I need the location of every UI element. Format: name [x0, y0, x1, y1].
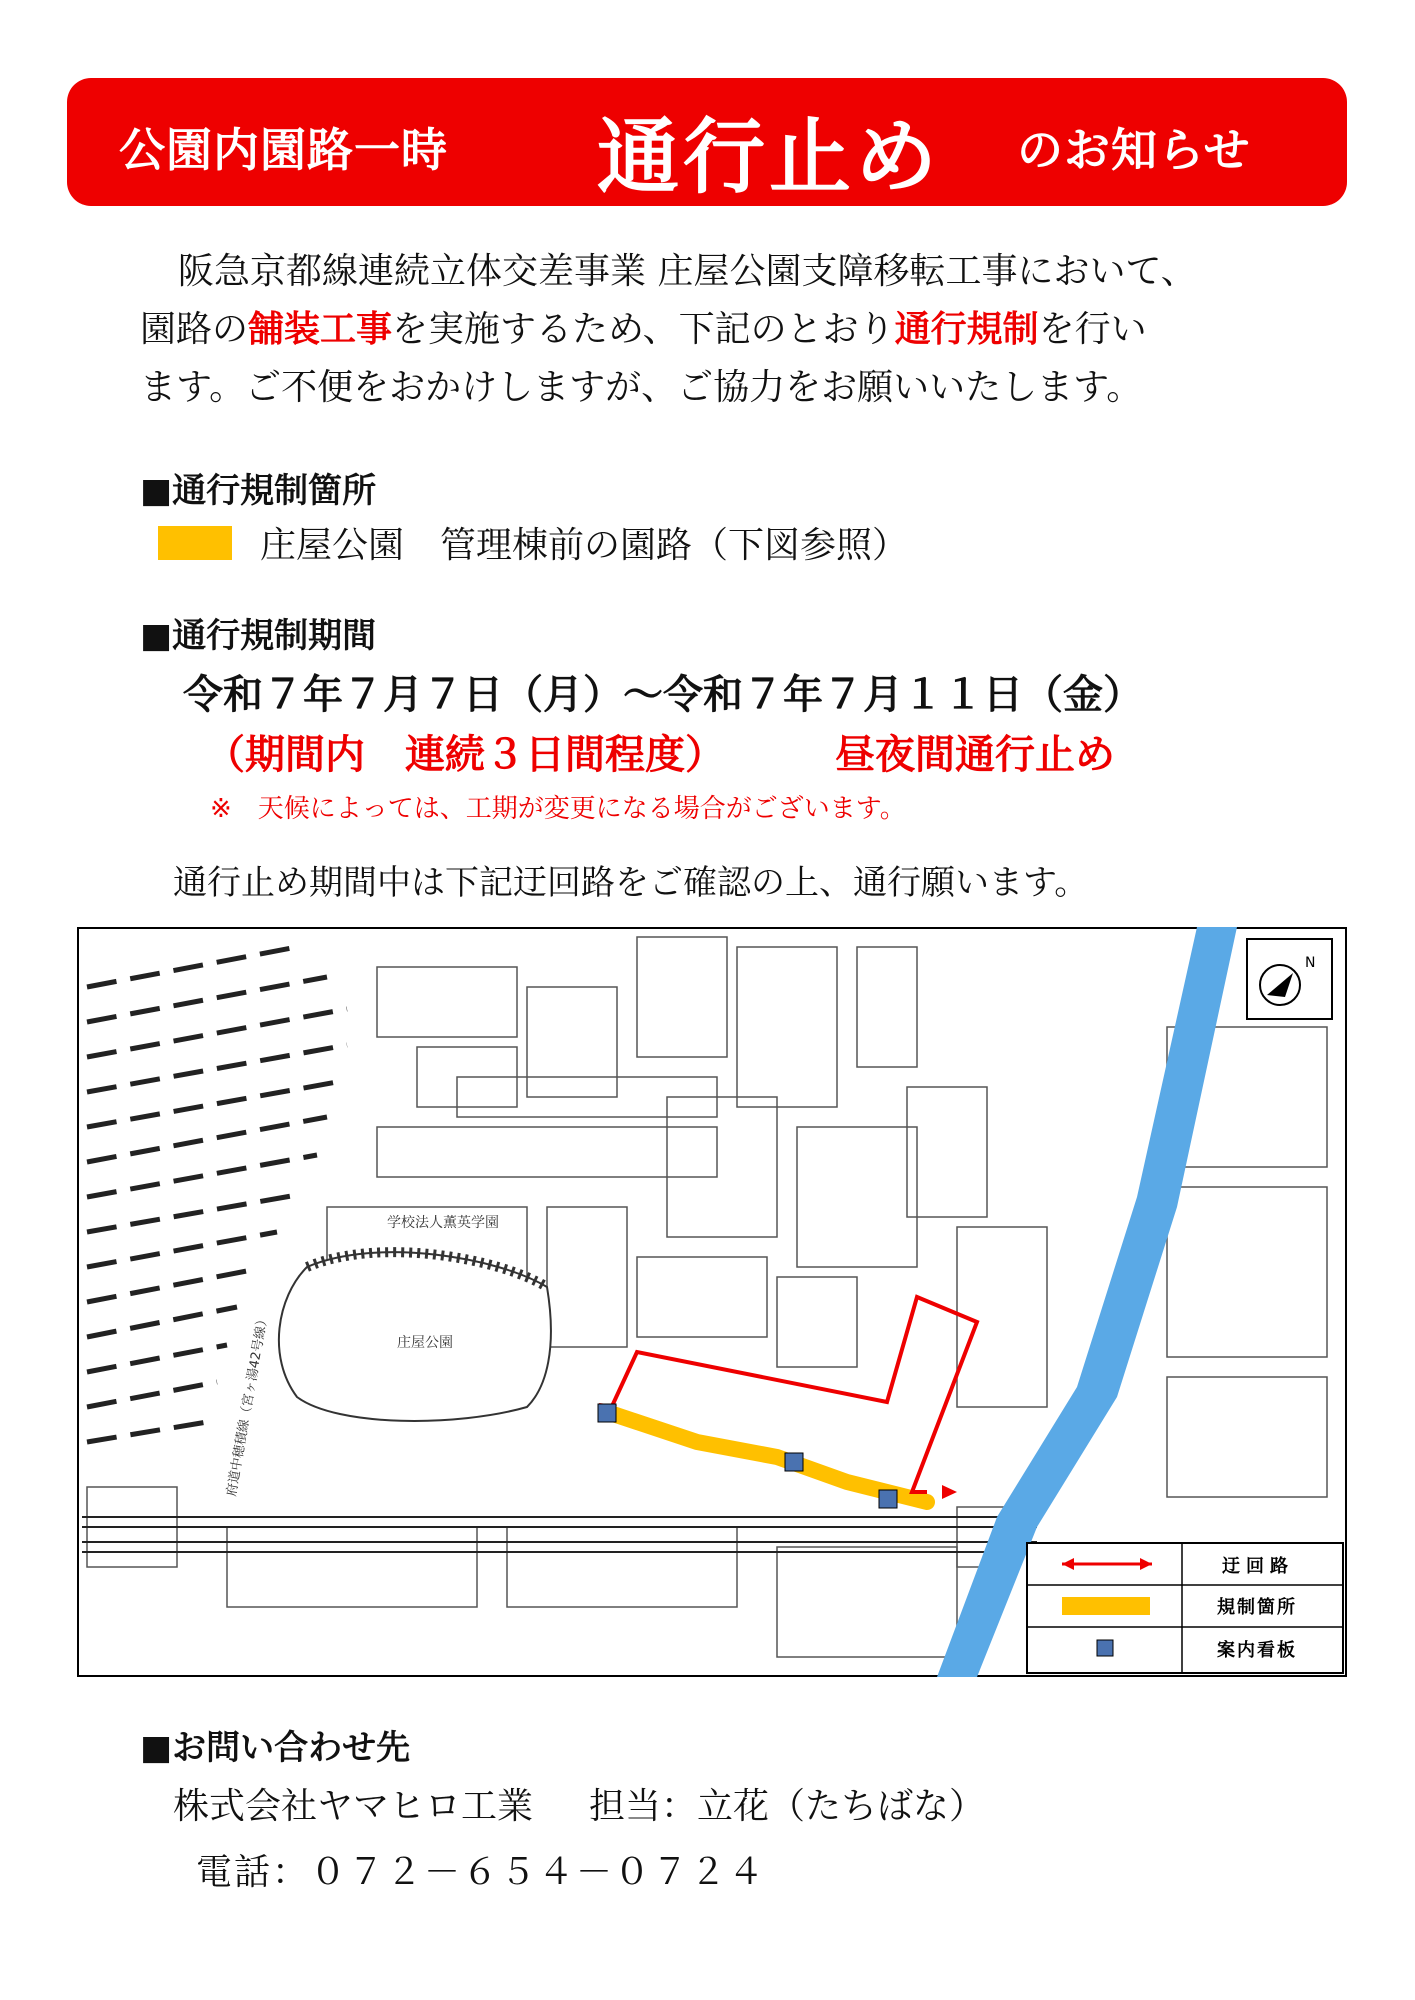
title-banner	[67, 78, 1347, 206]
location-heading: ■通行規制箇所	[140, 471, 377, 511]
sign-marker	[785, 1453, 803, 1471]
legend-detour-label: 迂回路	[1222, 1556, 1294, 1577]
sign-marker	[879, 1490, 897, 1508]
contact-heading: ■お問い合わせ先	[140, 1728, 411, 1768]
school-label: 学校法人薫英学園	[387, 1215, 499, 1231]
contact-person: 担当：立花（たちばな）	[589, 1786, 986, 1827]
period-detail-row	[205, 723, 1115, 780]
intro-text: を行い	[1038, 309, 1147, 350]
intro-line-1: 阪急京都線連続立体交差事業 庄屋公園支障移転工事において、	[178, 251, 1197, 292]
location-text: 庄屋公園 管理棟前の園路（下図参照）	[260, 525, 909, 566]
detour-text: 通行止め期間中は下記迂回路をご確認の上、通行願います。	[173, 863, 1089, 903]
restricted-swatch	[158, 526, 232, 560]
title-main: 通行止め	[597, 110, 942, 205]
intro-text: を実施するため、下記のとおり	[392, 309, 895, 350]
contact-company: 株式会社ヤマヒロ工業	[173, 1786, 534, 1827]
intro-line-3: ます。ご不便をおかけしますが、ご協力をお願いいたします。	[140, 367, 1143, 408]
intro-highlight-restriction: 通行規制	[894, 309, 1039, 350]
period-dates: 令和７年７月７日（月）～令和７年７月１１日（金）	[183, 672, 1143, 718]
north-arrow-icon	[1247, 939, 1332, 1019]
detour-map	[77, 927, 1347, 1677]
intro-text: 園路の	[140, 309, 249, 350]
title-left: 公園内園路一時	[119, 123, 448, 177]
intro-line-2	[140, 301, 1320, 359]
period-closure: 昼夜間通行止め	[835, 732, 1115, 778]
intro-paragraph	[140, 243, 1320, 417]
map-legend	[1027, 1543, 1343, 1673]
park-label: 庄屋公園	[397, 1335, 453, 1351]
legend-restricted-label: 規制箇所	[1217, 1597, 1297, 1618]
contact-tel: 電話：０７２－６５４－０７２４	[196, 1852, 767, 1893]
sign-marker	[598, 1404, 616, 1422]
period-detail: （期間内 連続３日間程度）	[205, 732, 725, 778]
weather-note: ※ 天候によっては、工期が変更になる場合がございます。	[210, 794, 906, 824]
legend-sign-label: 案内看板	[1217, 1640, 1297, 1661]
intro-highlight-paving: 舗装工事	[248, 309, 393, 350]
contact-company-row	[173, 1778, 985, 1829]
period-heading: ■通行規制期間	[140, 616, 377, 656]
location-row	[158, 517, 908, 568]
svg-text:N: N	[1305, 955, 1316, 971]
title-right: のお知らせ	[1017, 123, 1251, 177]
road-label: 府道中穂積線（宮ヶ湯42号線）	[224, 1312, 272, 1498]
